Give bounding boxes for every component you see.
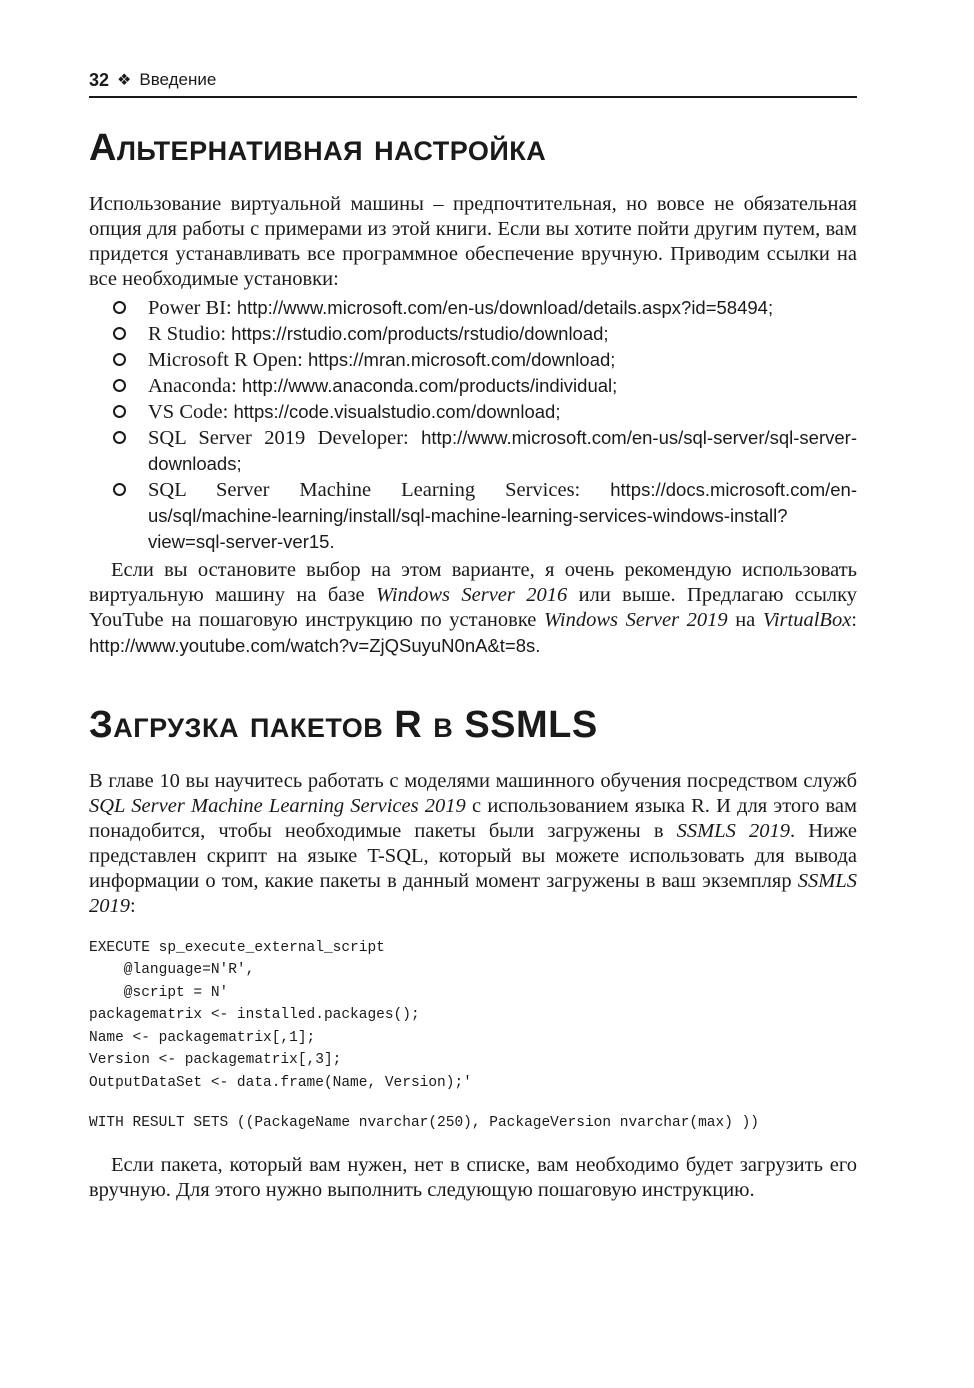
circle-bullet-icon	[113, 483, 126, 496]
section-heading-loading-r-packages: Загрузка пакетов R в SSMLS	[89, 703, 598, 746]
page-number: 32	[89, 69, 110, 90]
text-run: . Ниже представлен скрипт на языке T-SQL, который вы можете использовать для вывода информации о том, какие пакеты в данный момент загружены в ваш экземпляр	[89, 819, 857, 892]
text-run: с использованием языка R. И для этого вам понадобится, чтобы необходимые пакеты были загружены в	[89, 794, 858, 842]
download-links-list	[89, 295, 857, 555]
italic-term: SSMLS 2019	[676, 819, 790, 842]
list-item	[89, 321, 857, 347]
intro-paragraph: Использование виртуальной машины – предпочтительная, но вовсе не обязательная опция для работы с примерами из этой книги. Если вы хотите пойти другим путем, вам придется устанавливать все программное обеспечение вручную. Приводим ссылки на все необходимые установки:	[89, 192, 857, 290]
list-item	[89, 347, 857, 373]
item-label: Power BI:	[148, 296, 232, 319]
text-run: :	[130, 894, 136, 917]
item-url[interactable]: http://www.microsoft.com/en-us/sql-server/sql-server-downloads;	[148, 426, 857, 474]
item-url[interactable]: http://www.microsoft.com/en-us/download/details.aspx?id=58494;	[236, 296, 774, 318]
tsql-code-block: EXECUTE sp_execute_external_script @language=N'R', @script = N' packagematrix <- installed.packages(); Name <- packagematrix[,1]; Version <- packagematrix[,3]; OutputDataSet <- data.frame(Name, Version);'	[89, 939, 472, 1091]
chapter10-paragraph	[89, 769, 857, 919]
item-label: Anaconda:	[148, 374, 237, 397]
item-url[interactable]: https://code.visualstudio.com/download;	[233, 400, 561, 422]
item-label: Microsoft R Open:	[148, 348, 303, 371]
manual-install-paragraph: Если пакета, который вам нужен, нет в списке, вам необходимо будет загрузить его вручную. Для этого нужно выполнить следующую пошаговую инструкцию.	[89, 1153, 857, 1201]
italic-term: Windows Server 2019	[543, 608, 728, 631]
item-label: R Studio:	[148, 322, 227, 345]
youtube-link[interactable]: http://www.youtube.com/watch?v=ZjQSuyuN0nA&t=8s.	[89, 634, 541, 656]
text-run: В главе 10 вы научитесь работать с моделями машинного обучения посредством служб	[89, 769, 857, 792]
circle-bullet-icon	[113, 379, 126, 392]
text-run: или выше. Предлагаю ссылку YouTube на пошаговую инструкцию по установке	[89, 583, 857, 631]
item-url[interactable]: https://docs.microsoft.com/en-us/sql/machine-learning/install/sql-machine-learning-services-windows-install?view=sql-server-ver15.	[148, 478, 857, 552]
section-name: Введение	[139, 70, 217, 89]
item-url[interactable]: https://mran.microsoft.com/download;	[308, 348, 616, 370]
item-url[interactable]: https://rstudio.com/products/rstudio/download;	[231, 322, 609, 344]
item-label: SQL Server Machine Learning Services:	[148, 478, 581, 501]
running-header	[89, 62, 857, 98]
text-run: Если вы остановите выбор на этом варианте, я очень рекомендую использовать виртуальную машину на базе	[89, 558, 857, 606]
text-run: на	[727, 608, 763, 631]
circle-bullet-icon	[113, 301, 126, 314]
tsql-result-sets-line: WITH RESULT SETS ((PackageName nvarchar(250), PackageVersion nvarchar(max) ))	[89, 1115, 760, 1132]
item-label: SQL Server 2019 Developer:	[148, 426, 409, 449]
list-item	[89, 477, 857, 555]
circle-bullet-icon	[113, 431, 126, 444]
circle-bullet-icon	[113, 353, 126, 366]
item-url[interactable]: http://www.anaconda.com/products/individual;	[241, 374, 618, 396]
italic-term: SSMLS 2019	[89, 869, 857, 917]
list-item	[89, 425, 857, 477]
text-run: :	[851, 608, 857, 631]
list-item	[89, 295, 857, 321]
italic-term: Windows Server 2016	[375, 583, 568, 606]
diamond-ornament-icon: ❖	[117, 72, 132, 89]
list-item	[89, 399, 857, 425]
italic-term: VirtualBox	[762, 608, 852, 631]
item-label: VS Code:	[148, 400, 229, 423]
section-heading-alternative-setup: Альтернативная настройка	[89, 127, 547, 169]
list-item	[89, 373, 857, 399]
vm-recommendation-paragraph	[89, 558, 857, 659]
circle-bullet-icon	[113, 405, 126, 418]
circle-bullet-icon	[113, 327, 126, 340]
italic-term: SQL Server Machine Learning Services 2019	[89, 794, 466, 817]
book-page	[89, 62, 857, 1203]
